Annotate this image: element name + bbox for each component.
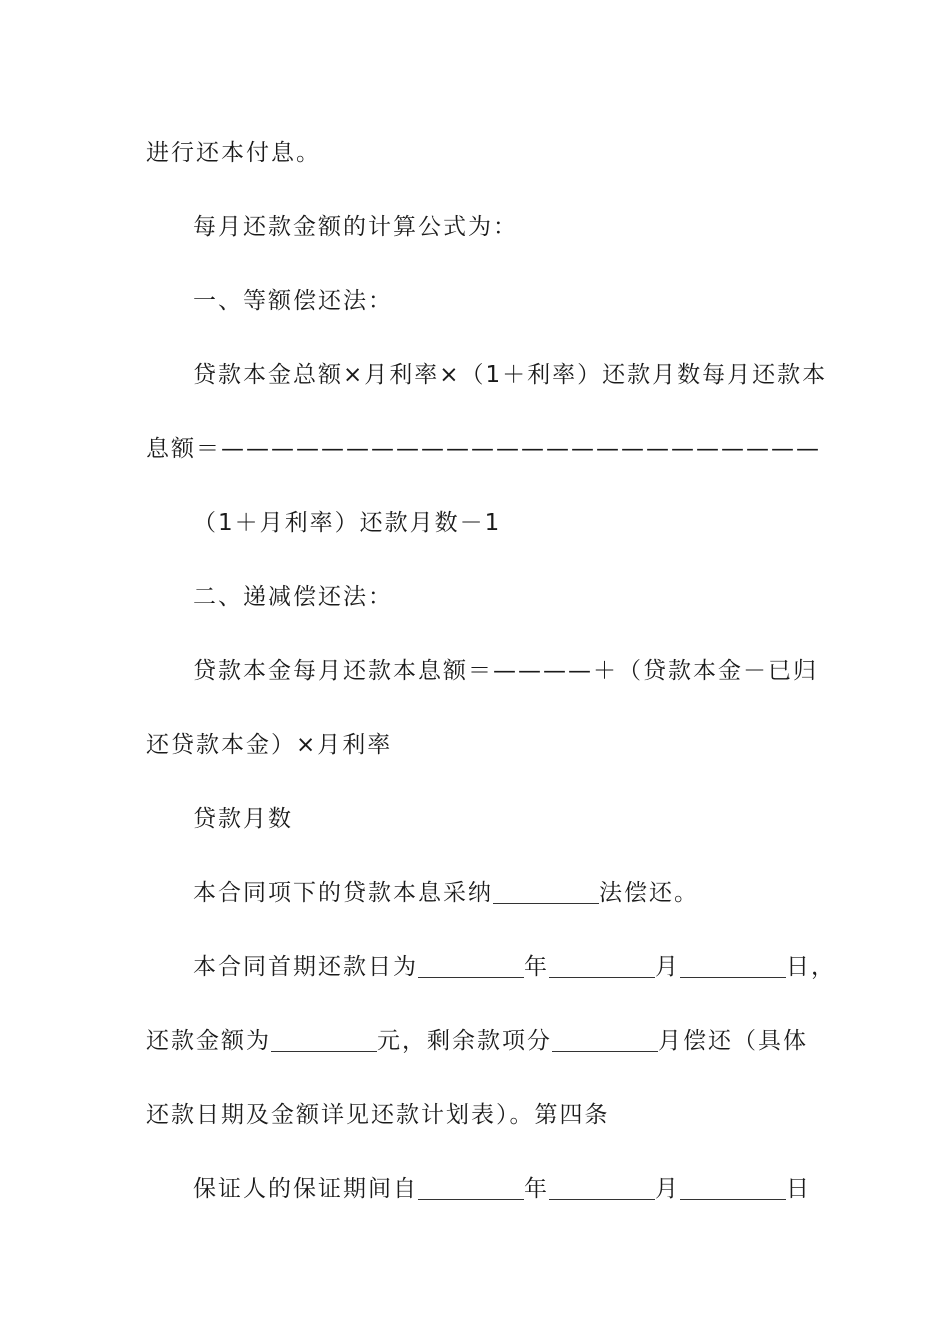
text-segment: 年 — [524, 954, 549, 980]
text-segment: 日 — [786, 1176, 811, 1202]
fill-blank[interactable] — [549, 955, 655, 978]
formula-line: 息额＝———————————————————————— — [146, 436, 821, 462]
text-line: 每月还款金额的计算公式为： — [193, 214, 518, 240]
section-heading: 一、等额偿还法： — [193, 288, 393, 314]
text-segment: 年 — [524, 1176, 549, 1202]
fill-blank[interactable] — [680, 1177, 786, 1200]
fill-blank[interactable] — [549, 1177, 655, 1200]
text-segment: 日， — [786, 954, 836, 980]
formula-line: （1＋月利率）还款月数－1 — [193, 510, 502, 536]
text-line: 还款日期及金额详见还款计划表）。第四条 — [146, 1102, 610, 1128]
text-segment: 本合同项下的贷款本息采纳 — [193, 880, 493, 906]
fill-blank[interactable] — [418, 1177, 524, 1200]
formula-line: 贷款本金每月还款本息额＝————＋（贷款本金－已归 — [193, 658, 818, 684]
fill-blank[interactable] — [493, 881, 599, 904]
fill-blank[interactable] — [552, 1029, 658, 1052]
repayment-method-line — [193, 878, 863, 908]
first-repayment-date-line — [193, 952, 863, 982]
text-segment: 保证人的保证期间自 — [193, 1176, 418, 1202]
fill-blank[interactable] — [418, 955, 524, 978]
text-segment: 月偿还（具体 — [658, 1028, 808, 1054]
formula-line: 还贷款本金）×月利率 — [146, 732, 393, 758]
text-line: 进行还本付息。 — [146, 140, 321, 166]
text-segment: 法偿还。 — [599, 880, 699, 906]
section-heading: 二、递减偿还法： — [193, 584, 393, 610]
text-segment: 本合同首期还款日为 — [193, 954, 418, 980]
text-segment: 月 — [655, 954, 680, 980]
repayment-amount-line — [146, 1026, 816, 1056]
fill-blank[interactable] — [271, 1029, 377, 1052]
text-segment: 还款金额为 — [146, 1028, 271, 1054]
text-segment: 月 — [655, 1176, 680, 1202]
formula-line: 贷款本金总额×月利率×（1＋利率）还款月数每月还款本 — [193, 362, 828, 388]
guarantee-period-line — [193, 1174, 863, 1204]
formula-line: 贷款月数 — [193, 806, 293, 832]
fill-blank[interactable] — [680, 955, 786, 978]
text-segment: 元，剩余款项分 — [377, 1028, 552, 1054]
